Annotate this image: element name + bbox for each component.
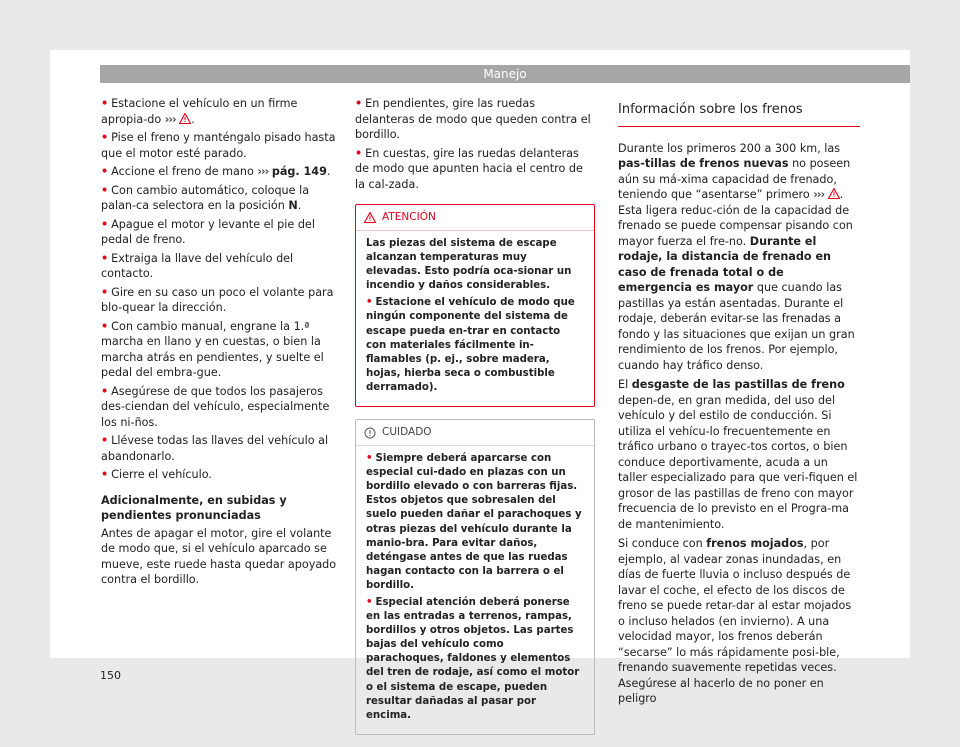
warning-box [355, 204, 595, 407]
caution-box-title: CUIDADO [382, 425, 432, 438]
list-item: • Estacione el vehículo en un firme apropia-do ››› . [101, 97, 298, 126]
caution-box-header [356, 420, 594, 446]
list-item: • Siempre deberá aparcarse con especial cui-dado en plazas con un bordillo elevado o con barreras fijas. Estos objetos que sobresalen del suelo pueden dañar el parachoques y otras piezas del vehículo durante la manio-bra. Para evitar daños, deténgase antes de que las ruedas hagan contacto con la barrera o el bordillo. [366, 453, 582, 591]
list-item: • Cierre el vehículo. [101, 468, 212, 481]
warning-box-header [356, 205, 594, 231]
list-item: • Asegúrese de que todos los pasajeros des-ciendan del vehículo, especialmente los ni-ños. [101, 384, 330, 429]
list-item: • Con cambio automático, coloque la palan-ca selectora en la posición N. [101, 183, 310, 212]
list-item: • En pendientes, gire las ruedas delanteras de modo que queden contra el bordillo. [355, 97, 591, 141]
list-item: • Estacione el vehículo de modo que ningún componente del sistema de escape pueda en-trar en contacto con materiales fácilmente in-flamables (p. ej., sobre madera, hojas, hierba seca o combustible derramado). [366, 297, 575, 393]
caution-box [355, 419, 595, 735]
middle-column [355, 96, 595, 747]
list-item: • Pise el freno y manténgalo pisado hasta que el motor esté parado. [101, 131, 336, 160]
page [50, 50, 910, 721]
list-item: • Especial atención deberá ponerse en las entradas a terrenos, rampas, bordillos y otros objetos. Las partes bajas del vehículo como parachoques, faldones y elementos del tren de rodaje, así como el motor o el sistema de escape, pueden resultar dañadas al pasar por encima. [366, 596, 580, 721]
subheading: Adicionalmente, en subidas y pendientes pronunciadas [101, 493, 287, 522]
paragraph: Durante los primeros 200 a 300 km, las pas-tillas de frenos nuevas no poseen aún su má-xima capacidad de frenado, teniendo que “asentarse” primero ››› . Esta ligera reduc-ción de la capacidad de frenado se puede compensar pisando con mayor fuerza el fre-no. Durante el rodaje, la distancia de frenado en caso de frenada total o de emergencia es mayor que cuando las pastillas ya están asentadas. Durante el rodaje, deberán evitar-se las frenadas a fondo y las situaciones que exijan un gran rendimiento de los frenos. Por ejemplo, cuando hay tráfico denso. [618, 141, 855, 372]
paragraph: El desgaste de las pastillas de freno depen-de, en gran medida, del uso del vehículo y del estilo de conducción. Si utiliza el vehícu-lo frecuentemente en tráfico urbano o trayec-tos cortos, o bien conduce deportivamente, acuda a un taller especializado para que veri-fiquen el grosor de las pastillas de freno con mayor frecuencia de lo previsto en el Progra-ma de mantenimiento. [618, 378, 858, 531]
list-item: • Llévese todas las llaves del vehículo al abandonarlo. [101, 434, 329, 463]
page-number: 150 [100, 669, 121, 682]
paragraph: Antes de apagar el motor, gire el volante de modo que, si el vehículo aparcado se mueve, este ruede hasta quedar apoyado contra el bordillo. [101, 526, 337, 586]
page-link[interactable]: pág. 149 [271, 165, 327, 178]
list-item: • Accione el freno de mano ››› pág. 149. [101, 165, 331, 178]
list-item: • Con cambio manual, engrane la 1.ª marcha en llano y en cuestas, o bien la marcha atrás en pendientes, y suelte el pedal del embra-gue. [101, 319, 324, 379]
warning-box-title: ATENCIÓN [382, 210, 436, 223]
paragraph: Si conduce con frenos mojados, por ejemplo, al vadear zonas inundadas, en días de fuerte lluvia o incluso después de lavar el coche, el efecto de los discos de freno se puede retar-dar al estar mojados o incluso helados (en invierno). A una velocidad mayor, los frenos deberán “secarse” lo más rápidamente posi-ble, frenando suavemente repetidas veces. Asegúrese al hacerlo de no poner en peligro [618, 537, 852, 705]
chapter-header: Manejo [100, 65, 910, 83]
list-item: • En cuestas, gire las ruedas delanteras de modo que apunten hacia el centro de la cal-zada. [355, 146, 583, 191]
list-item: • Apague el motor y levante el pie del pedal de freno. [101, 217, 315, 246]
info-circle-icon [364, 427, 376, 439]
warning-icon [364, 212, 376, 223]
left-column [101, 96, 341, 592]
warning-icon [828, 188, 840, 199]
warning-intro: Las piezas del sistema de escape alcanzan temperaturas muy elevadas. Esto podría oca-sionar un incendio y daños considerables. [366, 238, 572, 292]
right-column [618, 96, 860, 711]
list-item: • Extraiga la llave del vehículo del contacto. [101, 251, 294, 280]
warning-icon [179, 113, 191, 124]
section-title: Información sobre los frenos [618, 102, 860, 127]
list-item: • Gire en su caso un poco el volante para blo-quear la dirección. [101, 285, 334, 314]
